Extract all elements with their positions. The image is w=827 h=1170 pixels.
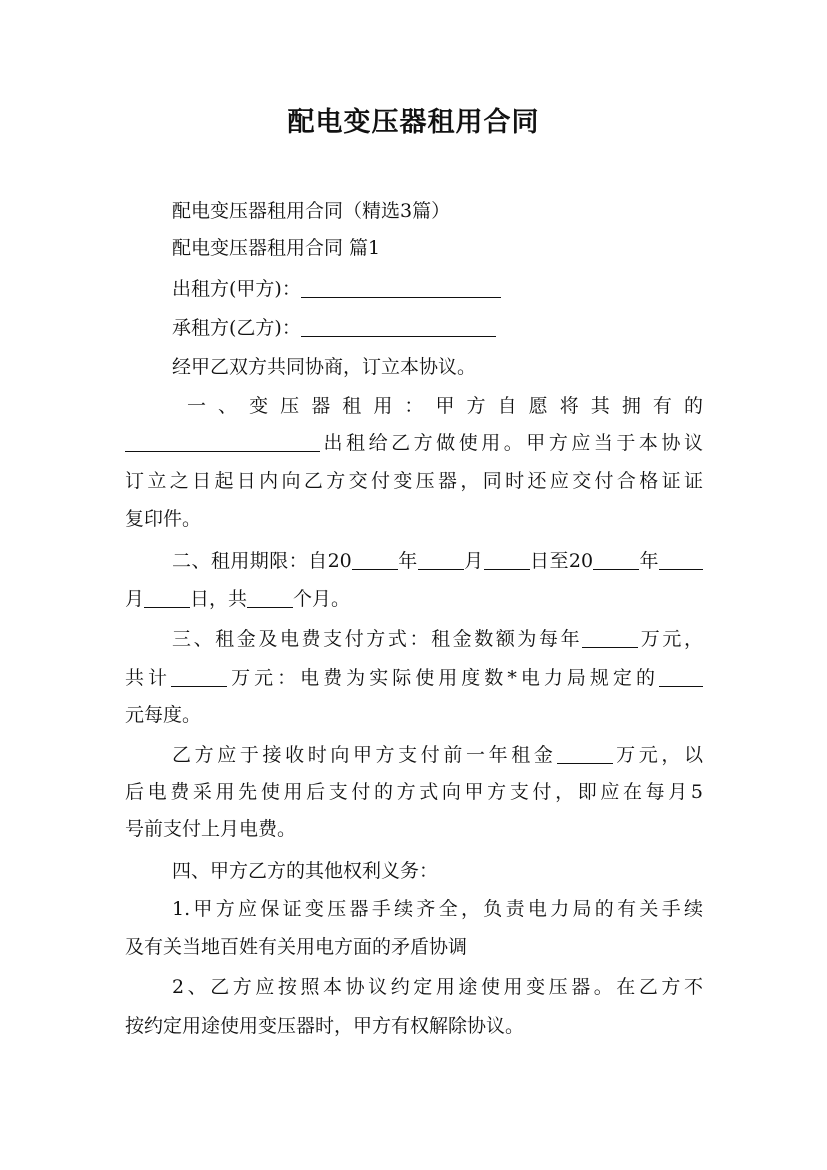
payment-line1 xyxy=(172,737,703,773)
lessor-label: 出租方(甲方)： xyxy=(172,278,301,300)
total-label: 日，共 xyxy=(190,588,248,610)
clause4-item1-line1: 1.甲方应保证变压器手续齐全，负责电力局的有关手续 xyxy=(172,898,703,920)
section-title: 配电变压器租用合同 篇1 xyxy=(172,237,381,259)
month-label: 月 xyxy=(463,550,484,572)
clause3-line2 xyxy=(125,660,703,696)
months-label: 个月。 xyxy=(293,588,351,610)
clause2-line1 xyxy=(172,543,703,579)
annual-rent-blank xyxy=(582,625,638,648)
clause2-start: 二、租用期限：自20 xyxy=(172,550,352,572)
lessee-line xyxy=(172,310,703,346)
end-month-blank xyxy=(659,547,703,570)
clause4-item2-line2: 按约定用途使用变压器时，甲方有权解除协议。 xyxy=(125,1015,525,1037)
end-year-blank xyxy=(593,547,639,570)
agreement-line: 经甲乙双方共同协商，订立本协议。 xyxy=(172,356,477,378)
clause4-item1-line2: 及有关当地百姓有关用电方面的矛盾协调 xyxy=(125,936,468,958)
electricity-rate-blank xyxy=(659,664,703,687)
lessee-blank xyxy=(301,314,496,337)
start-day-blank xyxy=(484,547,530,570)
advance-rent-unit: 万元，以 xyxy=(612,744,703,766)
clause3-line1 xyxy=(172,621,703,657)
clause1-line4: 复印件。 xyxy=(125,508,202,530)
clause1-line2-text: 出租给乙方做使用。甲方应当于本协议 xyxy=(320,432,703,454)
clause2-line2 xyxy=(125,581,703,617)
end-day-blank xyxy=(144,585,190,608)
rent-label: 三、租金及电费支付方式：租金数额为每年 xyxy=(172,628,583,650)
end-month-label: 月 xyxy=(125,588,145,610)
electricity-rate-label: 万元：电费为实际使用度数*电力局规定的 xyxy=(227,667,659,689)
payment-line2: 后电费采用先使用后支付的方式向甲方支付，即应在每月5 xyxy=(125,781,703,803)
total-rent-label: 共计 xyxy=(125,667,172,689)
total-rent-blank xyxy=(171,664,227,687)
rent-unit: 万元， xyxy=(638,628,703,650)
advance-rent-label: 乙方应于接收时向甲方支付前一年租金 xyxy=(172,744,557,766)
lessee-label: 承租方(乙方)： xyxy=(172,317,301,339)
year-label: 年 xyxy=(397,550,418,572)
clause1-line2 xyxy=(125,425,703,461)
payment-line3: 号前支付上月电费。 xyxy=(125,818,297,840)
lessor-blank xyxy=(301,275,501,298)
day-to-label: 日至20 xyxy=(529,550,594,572)
property-blank xyxy=(125,429,320,452)
total-months-blank xyxy=(247,585,293,608)
end-year-label: 年 xyxy=(639,550,659,572)
advance-rent-blank xyxy=(557,741,613,764)
document-title: 配电变压器租用合同 xyxy=(287,107,540,138)
lessor-line xyxy=(172,271,703,307)
intro-line: 配电变压器租用合同（精选3篇） xyxy=(172,200,451,222)
start-month-blank xyxy=(418,547,464,570)
clause1-line1: 一、变压器租用：甲方自愿将其拥有的 xyxy=(187,395,703,417)
clause1-line3: 订立之日起日内向乙方交付变压器，同时还应交付合格证证 xyxy=(125,470,703,492)
start-year-blank xyxy=(352,547,398,570)
clause3-line3: 元每度。 xyxy=(125,704,202,726)
clause4-item2-line1: 2、乙方应按照本协议约定用途使用变压器。在乙方不 xyxy=(172,976,703,998)
clause4-heading: 四、甲方乙方的其他权利义务： xyxy=(172,860,439,882)
